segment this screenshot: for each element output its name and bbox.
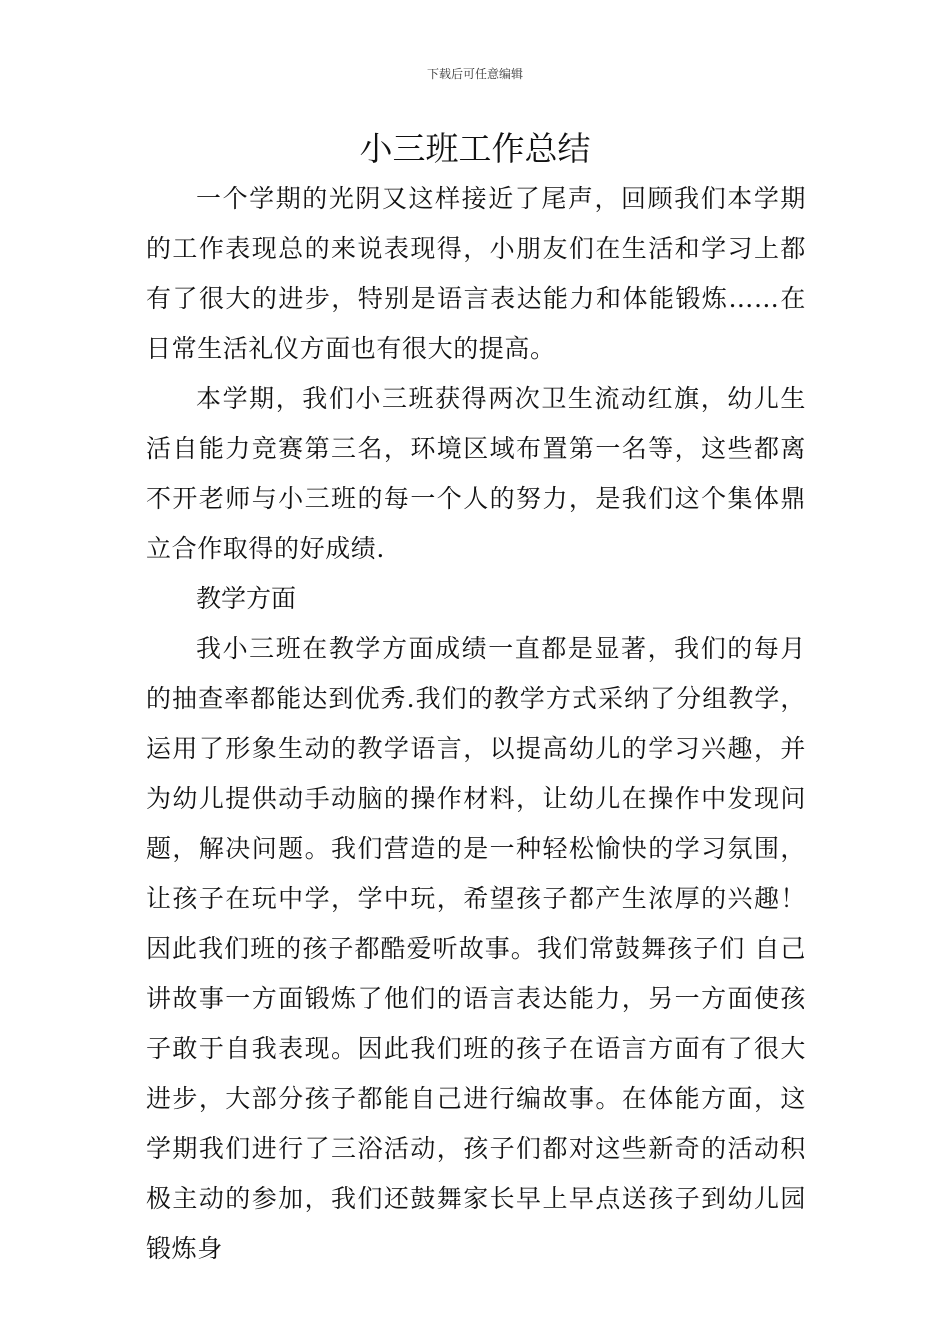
- section-heading-teaching: 教学方面: [196, 584, 297, 613]
- header-note: 下载后可任意编辑: [426, 67, 523, 81]
- paragraph-achievements: 本学期，我们小三班获得两次卫生流动红旗，幼儿生活自能力竞赛第三名，环境区域布置第一名等，这些都离不开老师与小三班的每一个人的努力，是我们这个集体鼎立合作取得的好成绩.: [146, 384, 806, 563]
- document-body: [146, 174, 806, 1274]
- paragraph-intro: 一个学期的光阴又这样接近了尾声，回顾我们本学期的工作表现总的来说表现得，小朋友们在生活和学习上都有了很大的进步，特别是语言表达能力和体能锻炼……在日常生活礼仪方面也有很大的提高。: [146, 184, 806, 363]
- document-title: 小三班工作总结: [359, 129, 591, 168]
- paragraph-teaching: 我小三班在教学方面成绩一直都是显著，我们的每月的抽查率都能达到优秀.我们的教学方式采纳了分组教学，运用了形象生动的教学语言，以提高幼儿的学习兴趣，并为幼儿提供动手动脑的操作材料，让幼儿在操作中发现问题，解决问题。我们营造的是一种轻松愉快的学习氛围，让孩子在玩中学，学中玩，希望孩子都产生浓厚的兴趣！因此我们班的孩子都酷爱听故事。我们常鼓舞孩子们 自己讲故事一方面锻炼了他们的语言表达能力，另一方面使孩子敢于自我表现。因此我们班的孩子在语言方面有了很大进步，大部分孩子都能自己进行编故事。在体能方面，这学期我们进行了三浴活动，孩子们都对这些新奇的活动积极主动的参加，我们还鼓舞家长早上早点送孩子到幼儿园锻炼身: [146, 634, 806, 1263]
